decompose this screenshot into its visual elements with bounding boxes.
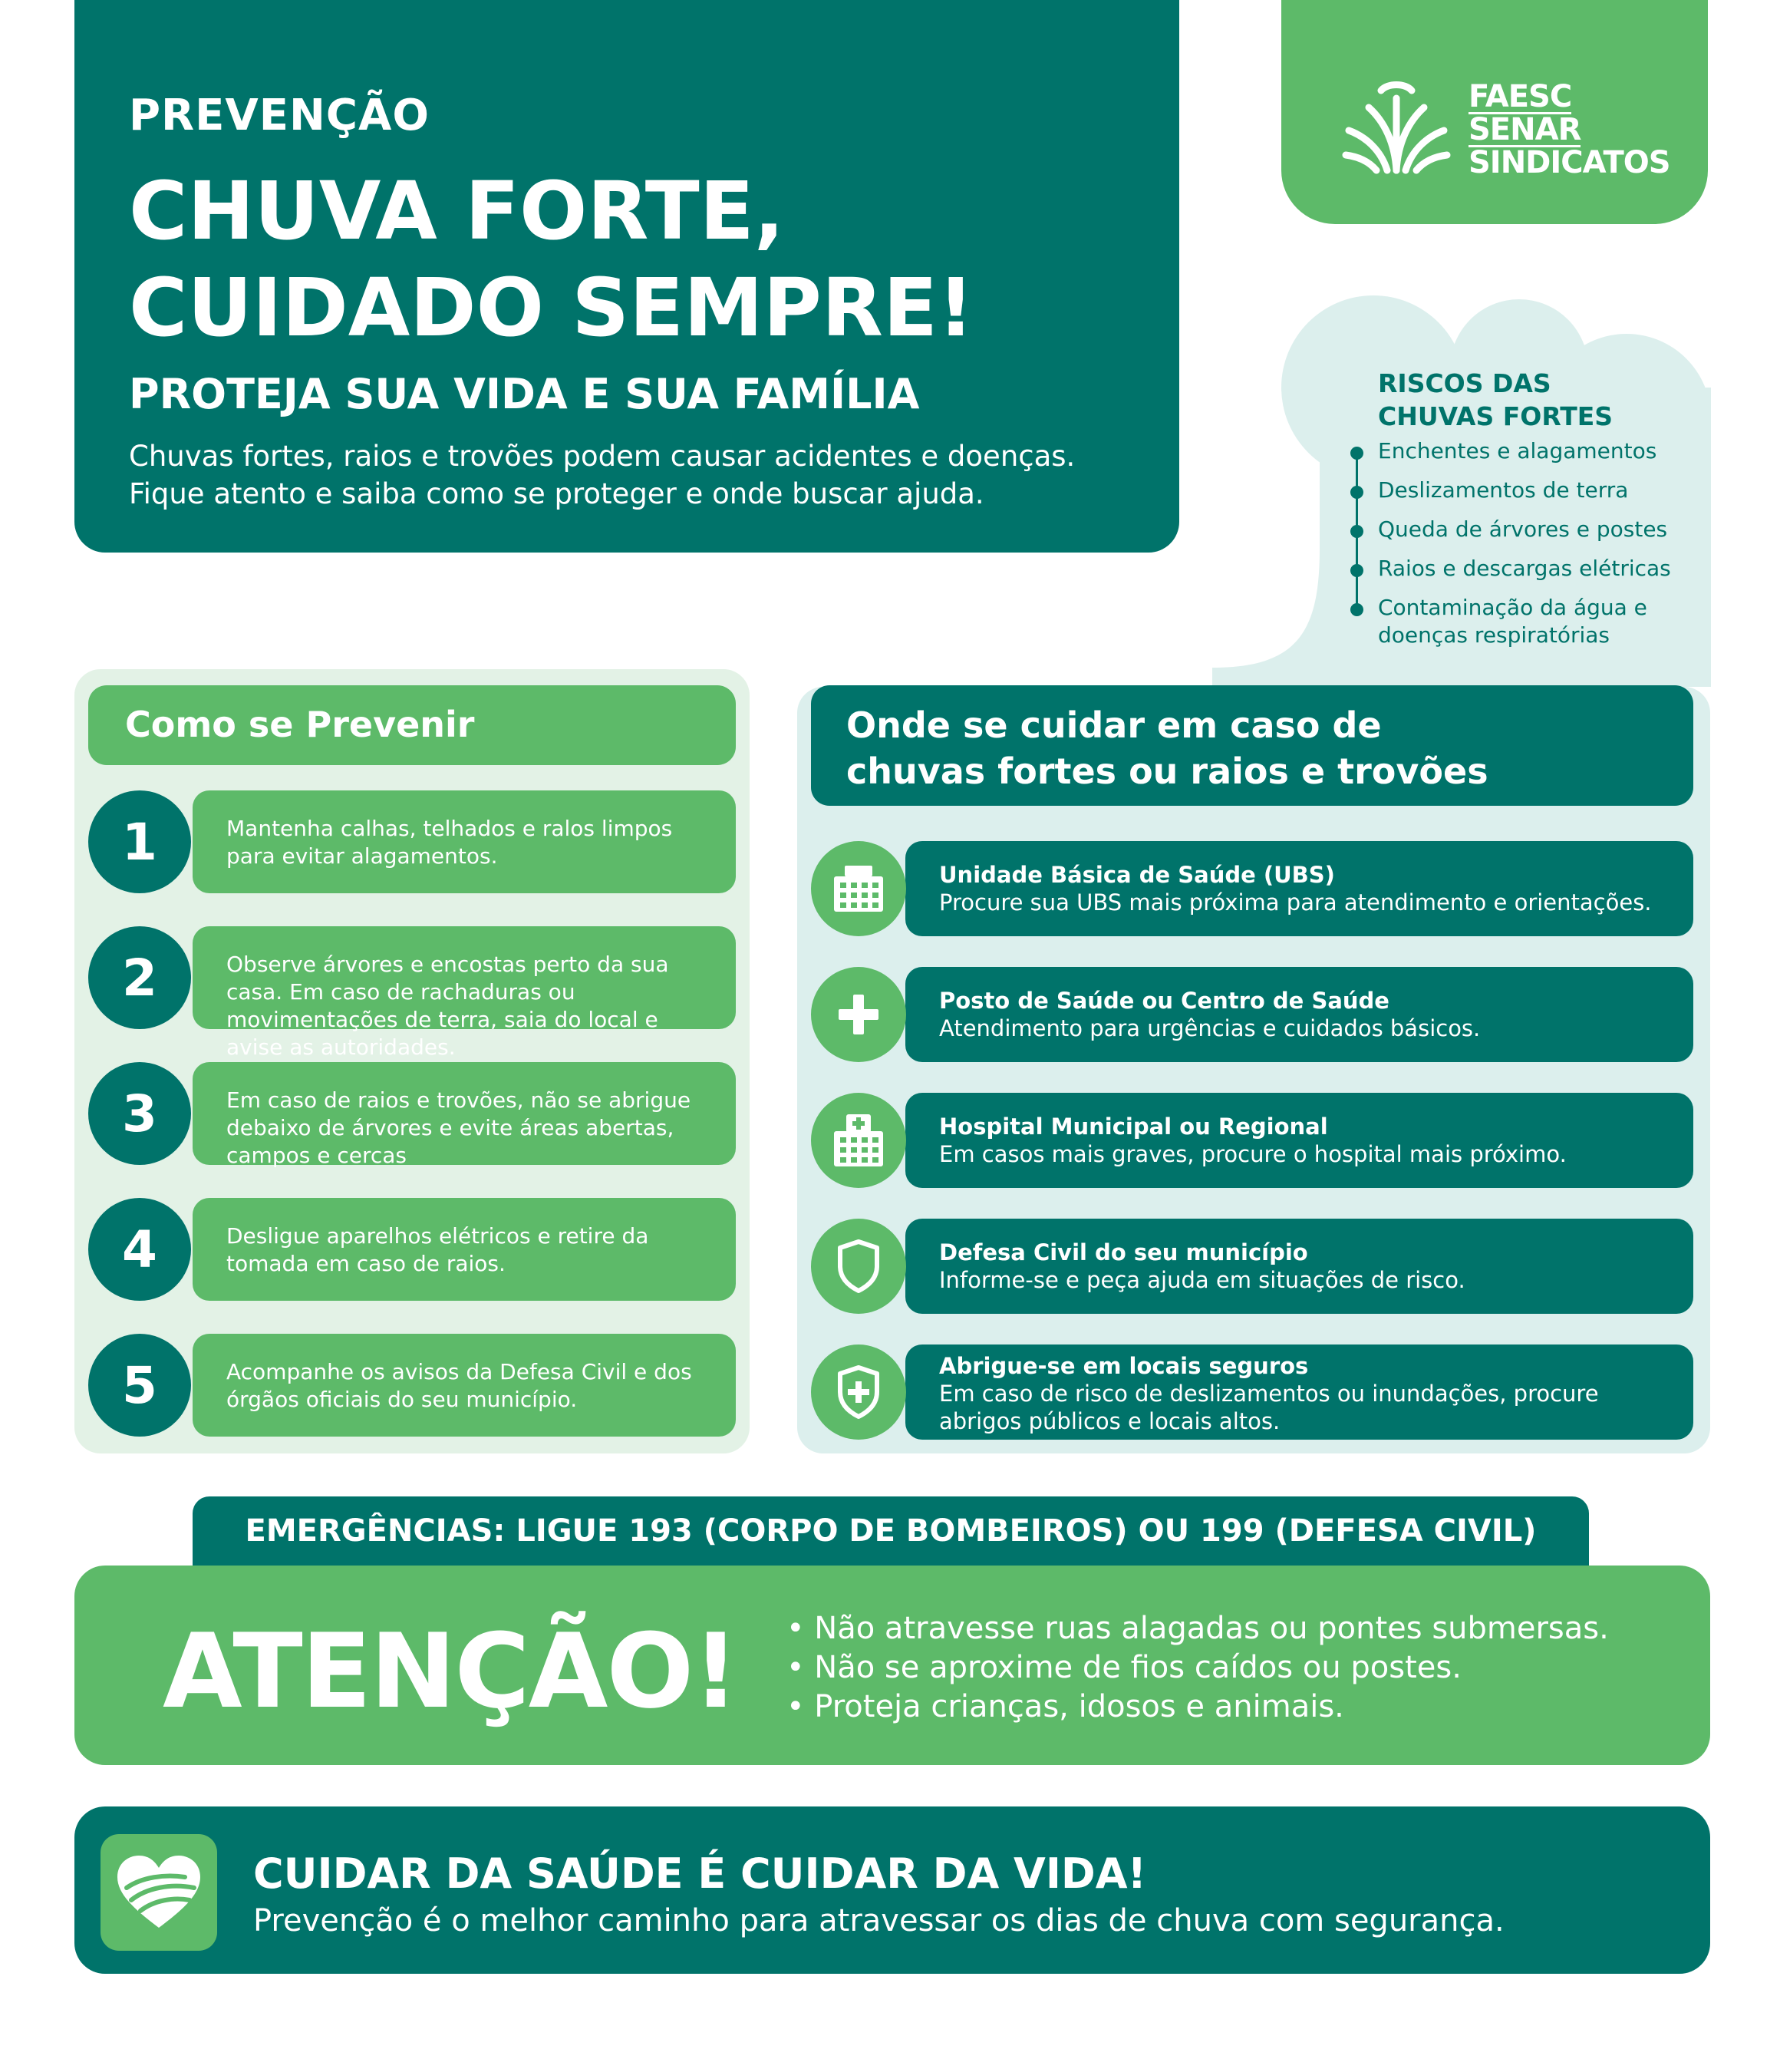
plus-icon bbox=[811, 967, 906, 1062]
shield-plus-icon bbox=[811, 1344, 906, 1440]
attention-item: • Não se aproxime de fios caídos ou postes. bbox=[786, 1650, 1462, 1685]
logo-line: SENAR bbox=[1468, 112, 1581, 147]
step-text: Em caso de raios e trovões, não se abrigue debaixo de árvores e evite áreas abertas, campos e cercas bbox=[226, 1087, 691, 1168]
care-title bbox=[846, 702, 1488, 794]
risk-item: Deslizamentos de terra bbox=[1378, 477, 1629, 503]
risk-bullet bbox=[1350, 447, 1363, 460]
attention-item: • Não atravesse ruas alagadas ou pontes submersas. bbox=[786, 1611, 1609, 1646]
place-name: Abrigue-se em locais seguros bbox=[939, 1353, 1309, 1379]
place-name: Hospital Municipal ou Regional bbox=[939, 1114, 1328, 1140]
step-number: 4 bbox=[88, 1198, 191, 1301]
step-text: Acompanhe os avisos da Defesa Civil e dos órgãos oficiais do seu município. bbox=[226, 1359, 692, 1412]
place-name: Defesa Civil do seu município bbox=[939, 1239, 1308, 1265]
intro-line: Chuvas fortes, raios e trovões podem causar acidentes e doenças. bbox=[129, 440, 1076, 473]
page-title bbox=[129, 163, 974, 356]
risk-item: Queda de árvores e postes bbox=[1378, 516, 1668, 542]
attention-title: ATENÇÃO! bbox=[163, 1612, 738, 1731]
step-card bbox=[193, 1198, 736, 1301]
care-title-line: Onde se cuidar em caso de bbox=[846, 704, 1382, 746]
emergency-text: EMERGÊNCIAS: LIGUE 193 (CORPO DE BOMBEIROS) OU 199 (DEFESA CIVIL) bbox=[245, 1513, 1537, 1549]
shield-icon bbox=[811, 1219, 906, 1314]
logo-line: FAESC bbox=[1468, 79, 1572, 114]
place-card bbox=[905, 1344, 1693, 1440]
risk-bullet bbox=[1350, 486, 1363, 499]
step-text: Desligue aparelhos elétricos e retire da tomada em caso de raios. bbox=[226, 1223, 649, 1276]
risk-item: Raios e descargas elétricas bbox=[1378, 556, 1671, 581]
care-header bbox=[811, 685, 1693, 806]
place-card bbox=[905, 967, 1693, 1062]
prevention-title: Como se Prevenir bbox=[125, 704, 475, 745]
place-description: Informe-se e peça ajuda em situações de risco. bbox=[939, 1267, 1465, 1293]
place-name: Unidade Básica de Saúde (UBS) bbox=[939, 862, 1335, 888]
attention-item: • Proteja crianças, idosos e animais. bbox=[786, 1689, 1344, 1724]
footer-subtitle: Prevenção é o melhor caminho para atravessar os dias de chuva com segurança. bbox=[253, 1903, 1505, 1938]
logo-wordmark bbox=[1468, 81, 1670, 178]
header-kicker: PREVENÇÃO bbox=[129, 91, 430, 140]
place-card bbox=[905, 841, 1693, 936]
step-card bbox=[193, 790, 736, 893]
risk-bullet bbox=[1350, 525, 1363, 538]
step-number: 2 bbox=[88, 926, 191, 1029]
place-description: Em casos mais graves, procure o hospital mais próximo. bbox=[939, 1141, 1567, 1167]
place-card bbox=[905, 1093, 1693, 1188]
emergency-bar bbox=[193, 1496, 1589, 1566]
risk-bullet bbox=[1350, 603, 1363, 616]
heart-icon bbox=[101, 1834, 217, 1951]
place-name: Posto de Saúde ou Centro de Saúde bbox=[939, 988, 1389, 1014]
risk-item: Enchentes e alagamentos bbox=[1378, 438, 1657, 464]
risks-title-line: CHUVAS FORTES bbox=[1378, 401, 1614, 431]
risk-item: Contaminação da água e doenças respiratórias bbox=[1378, 595, 1647, 648]
intro-line: Fique atento e saiba como se proteger e onde buscar ajuda. bbox=[129, 477, 984, 510]
step-text: Observe árvores e encostas perto da sua casa. Em caso de rachaduras ou movimentações de terra, saia do local e avise as autoridades. bbox=[226, 952, 669, 1060]
step-card bbox=[193, 1334, 736, 1437]
page-title-line: CUIDADO SEMPRE! bbox=[129, 261, 974, 355]
risks-title-line: RISCOS DAS bbox=[1378, 368, 1551, 398]
page-title-line: CHUVA FORTE, bbox=[129, 164, 785, 258]
care-title-line: chuvas fortes ou raios e trovões bbox=[846, 751, 1488, 792]
intro-text bbox=[129, 437, 1075, 513]
step-number: 3 bbox=[88, 1062, 191, 1165]
prevention-header bbox=[88, 685, 736, 765]
wheat-logo-icon bbox=[1341, 77, 1452, 177]
step-card bbox=[193, 926, 736, 1060]
logo-line: SINDICATOS bbox=[1468, 145, 1670, 180]
step-text: Mantenha calhas, telhados e ralos limpos para evitar alagamentos. bbox=[226, 816, 673, 869]
footer-title: CUIDAR DA SAÚDE É CUIDAR DA VIDA! bbox=[253, 1849, 1147, 1898]
risk-bullet bbox=[1350, 564, 1363, 577]
risks-title bbox=[1378, 367, 1613, 433]
page-subtitle: PROTEJA SUA VIDA E SUA FAMÍLIA bbox=[129, 370, 920, 418]
step-card bbox=[193, 1062, 736, 1168]
place-description: Procure sua UBS mais próxima para atendimento e orientações. bbox=[939, 889, 1652, 916]
hospital-icon bbox=[811, 1093, 906, 1188]
place-description: Atendimento para urgências e cuidados básicos. bbox=[939, 1015, 1481, 1041]
building-icon bbox=[811, 841, 906, 936]
place-description: Em caso de risco de deslizamentos ou inundações, procure abrigos públicos e locais altos. bbox=[939, 1381, 1599, 1434]
step-number: 5 bbox=[88, 1334, 191, 1437]
place-card bbox=[905, 1219, 1693, 1314]
step-number: 1 bbox=[88, 790, 191, 893]
